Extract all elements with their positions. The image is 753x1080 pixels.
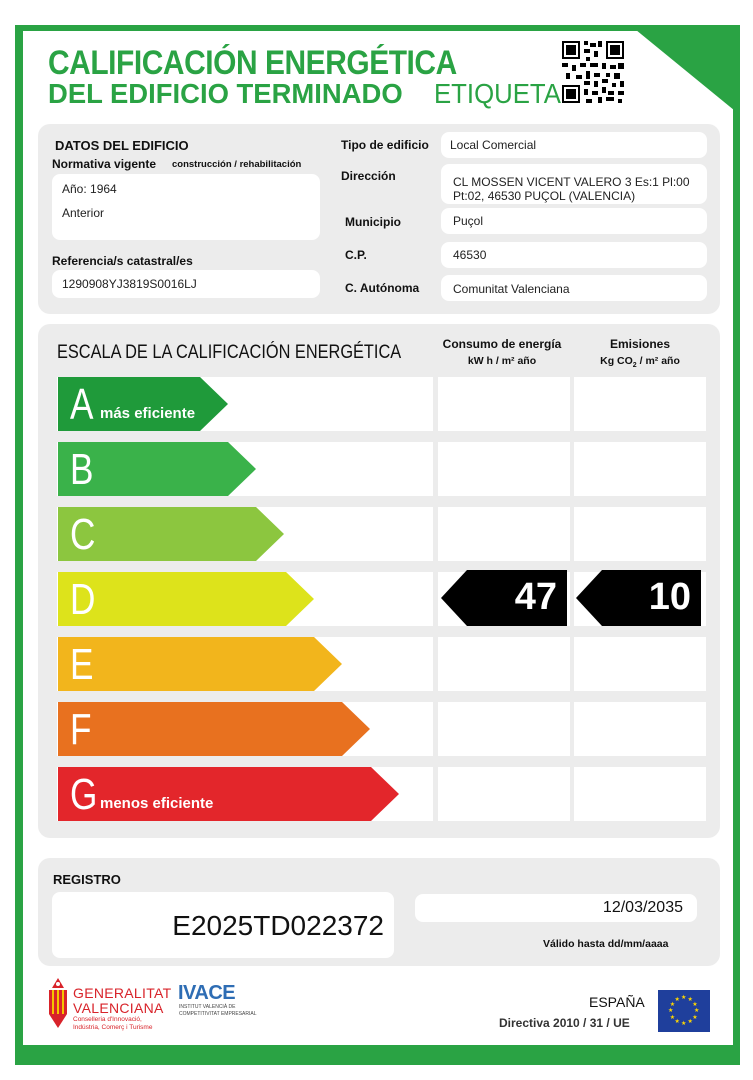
postal-code-label: C.P. (345, 248, 367, 262)
energy-rating-indicator-value: 47 (514, 576, 557, 618)
generalitat-valenciana-logo-icon (47, 976, 69, 1030)
class-d-letter: D (70, 575, 96, 624)
eu-star-icon: ★ (692, 1014, 698, 1021)
emissions-cell-b (574, 442, 706, 496)
regulation-box (52, 174, 320, 240)
emissions-column-unit (574, 355, 706, 369)
eu-star-icon: ★ (681, 1021, 687, 1027)
energy-cell-g (438, 767, 570, 821)
building-type-box (441, 132, 707, 158)
postal-code-value: 46530 (453, 248, 487, 262)
regulation-label: Normativa vigente (52, 157, 157, 171)
energy-cell-e (438, 637, 570, 691)
class-c-arrow (58, 507, 284, 561)
cadastral-value: 1290908YJ3819S0016LJ (62, 277, 197, 291)
eu-star-icon: ★ (668, 1008, 674, 1014)
energy-cell-a (438, 377, 570, 431)
eu-star-icon: ★ (674, 1019, 680, 1026)
construction-year: Año: 1964 (62, 182, 117, 196)
scale-title: ESCALA DE LA CALIFICACIÓN ENERGÉTICA (57, 342, 402, 363)
energy-cell-f (438, 702, 570, 756)
eu-star-icon: ★ (687, 1019, 693, 1026)
gv-department-line-2: Indústria, Comerç i Turisme (73, 1024, 153, 1031)
address-line-1: CL MOSSEN VICENT VALERO 3 Es:1 Pl:00 (453, 175, 690, 189)
registry-number-box (52, 892, 394, 958)
eu-star-icon: ★ (692, 1001, 698, 1008)
gv-department-line-1: Conselleria d'Innovació, (73, 1016, 142, 1023)
class-a-note: más eficiente (100, 405, 196, 422)
class-f-letter: F (70, 705, 92, 754)
gv-name-line-1: GENERALITAT (73, 985, 172, 1001)
emissions-cell-g (574, 767, 706, 821)
energy-column-unit: kW h / m² año (467, 355, 537, 367)
building-type-label: Tipo de edificio (341, 138, 429, 152)
emissions-column-header: Emisiones (609, 337, 671, 351)
ivace-sub-line-2: COMPETITIVITAT EMPRESARIAL (179, 1011, 257, 1017)
emissions-cell-a (574, 377, 706, 431)
valid-date-label: Válido hasta dd/mm/aaaa (543, 938, 669, 950)
class-a-letter: A (70, 380, 94, 429)
energy-cell-b (438, 442, 570, 496)
registry-label: REGISTRO (53, 872, 121, 887)
municipality-value: Puçol (453, 214, 484, 228)
energy-rating-indicator (441, 570, 567, 624)
cadastral-label: Referencia/s catastral/es (52, 254, 193, 268)
class-b-letter: B (70, 445, 94, 494)
emissions-cell-e (574, 637, 706, 691)
valid-date-box (415, 894, 697, 922)
emissions-cell-c (574, 507, 706, 561)
emissions-rating-indicator (576, 570, 701, 624)
emissions-unit-suffix: / m² año (636, 355, 680, 367)
eu-star-icon: ★ (669, 1001, 676, 1008)
emissions-unit-prefix: Kg CO (600, 355, 633, 367)
class-e-arrow (58, 637, 342, 691)
class-a-arrow (58, 377, 228, 431)
energy-column-header: Consumo de energía (442, 337, 562, 351)
eu-star-icon: ★ (681, 995, 687, 1001)
address-label: Dirección (341, 169, 396, 183)
region-value: Comunitat Valenciana (453, 282, 570, 296)
municipality-box (441, 208, 707, 234)
address-line-2: Pt:02, 46530 PUÇOL (VALENCIA) (453, 189, 636, 203)
class-c-letter: C (70, 510, 96, 559)
class-f-arrow (58, 702, 370, 756)
eu-star-icon: ★ (694, 1008, 700, 1014)
ivace-sub-line-1: INSTITUT VALENCIÀ DE (179, 1004, 236, 1010)
class-d-arrow (58, 572, 314, 626)
class-e-letter: E (70, 640, 94, 689)
municipality-label: Municipio (345, 215, 401, 229)
energy-cell-c (438, 507, 570, 561)
class-g-note: menos eficiente (100, 795, 214, 812)
valid-date: 12/03/2035 (602, 899, 683, 916)
directive: Directiva 2010 / 31 / UE (499, 1016, 630, 1030)
building-type-value: Local Comercial (450, 138, 537, 152)
emissions-cell-f (574, 702, 706, 756)
title-line-2: DEL EDIFICIO TERMINADO (48, 78, 403, 109)
ivace-logo: IVACE (178, 982, 236, 1004)
class-b-arrow (58, 442, 256, 496)
country-name: ESPAÑA (589, 994, 645, 1010)
eu-flag-icon (658, 990, 710, 1032)
title-line-1: CALIFICACIÓN ENERGÉTICA (48, 44, 457, 82)
gv-name-line-2: VALENCIANA (73, 1000, 164, 1016)
class-g-arrow (58, 767, 399, 821)
eu-star-icon: ★ (674, 996, 680, 1003)
postal-code-box (441, 242, 707, 268)
region-box (441, 275, 707, 301)
emissions-rating-indicator-value: 10 (648, 576, 691, 618)
regulation-value: Anterior (62, 206, 105, 220)
class-g-letter: G (70, 770, 98, 819)
cadastral-box (52, 270, 320, 298)
eu-star-icon: ★ (687, 996, 693, 1003)
qr-code-icon[interactable] (562, 41, 624, 103)
registry-number: E2025TD022372 (172, 910, 384, 941)
regulation-sublabel: construcción / rehabilitación (172, 159, 302, 170)
address-box (441, 164, 707, 204)
building-section-label: DATOS DEL EDIFICIO (55, 138, 189, 153)
corner-decoration (630, 25, 740, 115)
region-label: C. Autónoma (345, 281, 420, 295)
title-suffix: ETIQUETA (434, 78, 561, 109)
eu-star-icon: ★ (669, 1014, 676, 1021)
emissions-unit-subscript: 2 (632, 362, 637, 370)
